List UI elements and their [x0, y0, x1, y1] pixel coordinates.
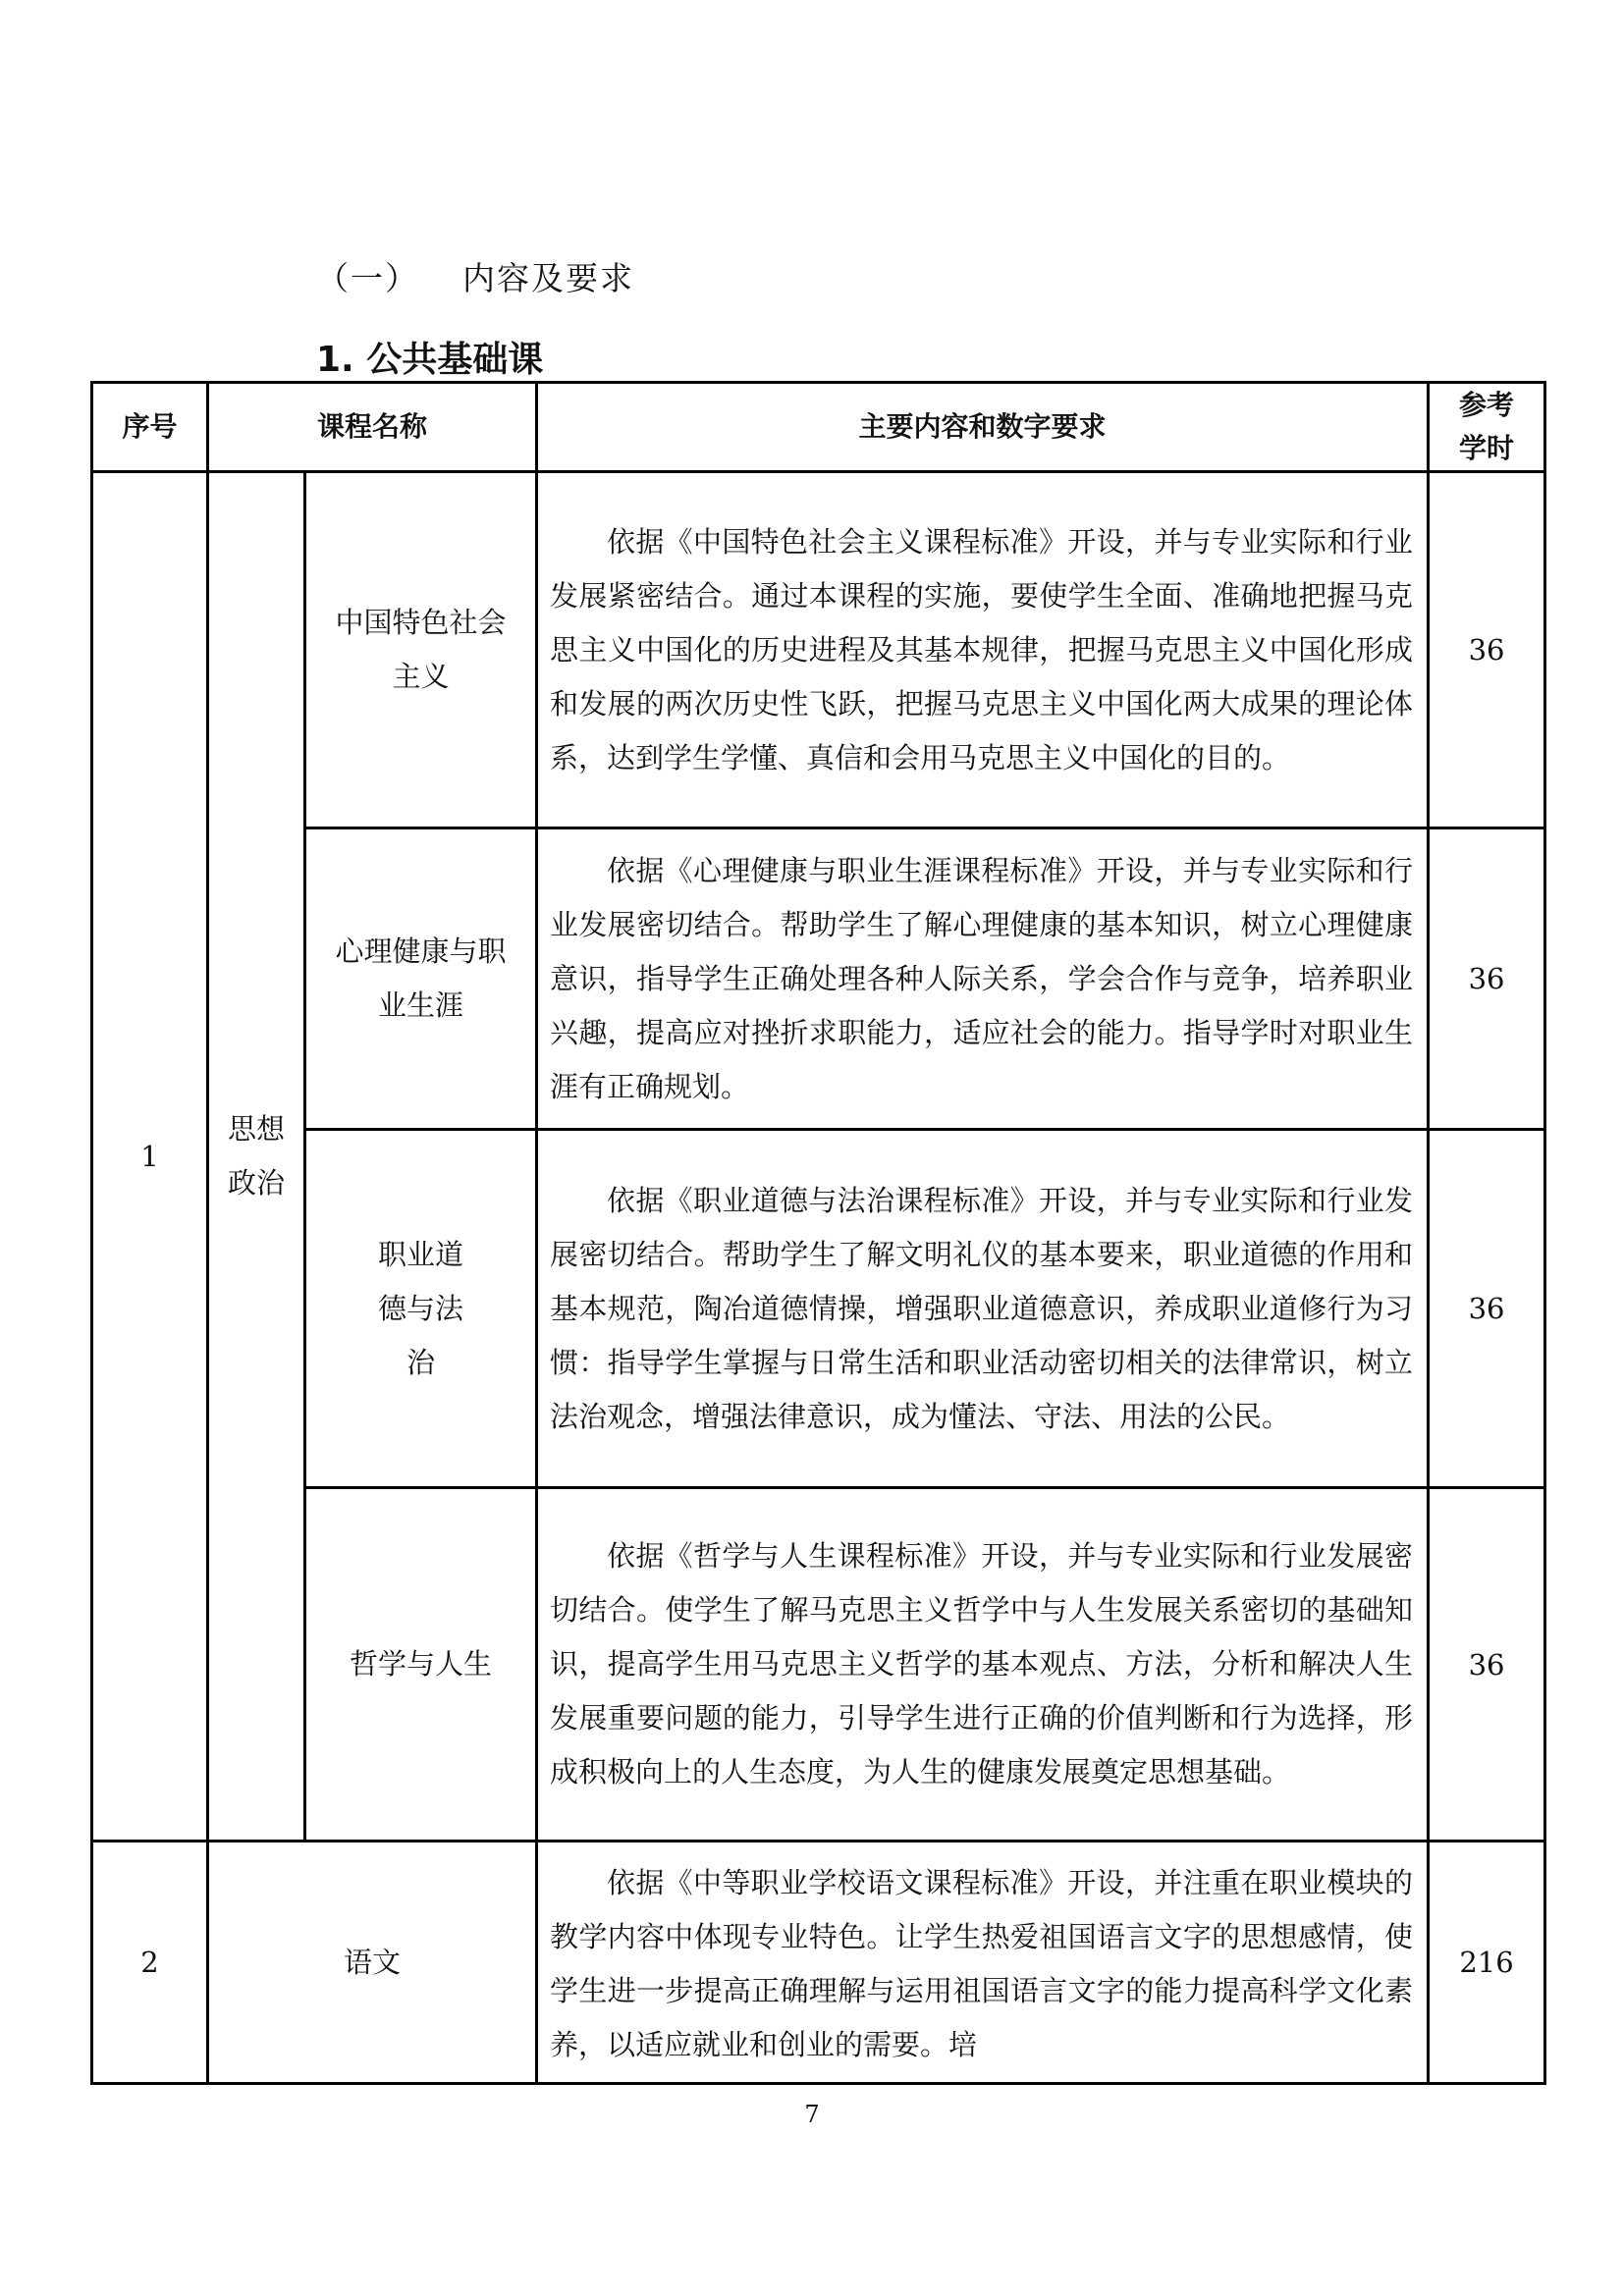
course-hours: 36	[1429, 1130, 1545, 1488]
course-content: 依据《心理健康与职业生涯课程标准》开设，并与专业实际和行业发展密切结合。帮助学生了解心理健康的基本知识，树立心理健康意识，指导学生正确处理各种人际关系，学会合作与竞争，培养职业兴趣，提高应对挫折求职能力，适应社会的能力。指导学时对职业生涯有正确规划。	[537, 828, 1429, 1130]
section-heading-number: （一）	[316, 259, 419, 297]
course-category: 思想政治	[208, 472, 305, 1842]
course-hours: 36	[1429, 828, 1545, 1130]
course-hours: 36	[1429, 1488, 1545, 1842]
table-row	[92, 472, 1545, 828]
course-content: 依据《中等职业学校语文课程标准》开设，并注重在职业模块的教学内容中体现专业特色。让学生热爱祖国语言文字的思想感情，使学生进一步提高正确理解与运用祖国语言文字的能力提高科学文化素养，以适应就业和创业的需要。培	[537, 1842, 1429, 2084]
table-row	[92, 1842, 1545, 2084]
course-hours: 216	[1429, 1842, 1545, 2084]
course-content: 依据《中国特色社会主义课程标准》开设，并与专业实际和行业发展紧密结合。通过本课程的实施，要使学生全面、准确地把握马克思主义中国化的历史进程及其基本规律，把握马克思主义中国化形成和发展的两次历史性飞跃，把握马克思主义中国化两大成果的理论体系，达到学生学懂、真信和会用马克思主义中国化的目的。	[537, 472, 1429, 828]
header-hours: 参考学时	[1429, 383, 1545, 472]
public-basic-courses-table	[90, 381, 1546, 2085]
course-hours: 36	[1429, 472, 1545, 828]
table-header-row	[92, 383, 1545, 472]
course-content: 依据《职业道德与法治课程标准》开设，并与专业实际和行业发展密切结合。帮助学生了解文明礼仪的基本要来，职业道德的作用和基本规范，陶冶道德情操，增强职业道德意识，养成职业道修行为习惯：指导学生掌握与日常生活和职业活动密切相关的法律常识，树立法治观念，增强法律意识，成为懂法、守法、用法的公民。	[537, 1130, 1429, 1488]
course-name: 心理健康与职业生涯	[305, 828, 537, 1130]
subsection-heading: 1. 公共基础课	[316, 340, 544, 380]
table-row	[92, 1130, 1545, 1488]
section-heading-title: 内容及要求	[462, 259, 634, 297]
row-index: 2	[92, 1842, 208, 2084]
page-number: 7	[804, 2101, 820, 2128]
course-name: 职业道德与法治	[305, 1130, 537, 1488]
table-row	[92, 828, 1545, 1130]
course-name: 语文	[208, 1842, 537, 2084]
table-row	[92, 1488, 1545, 1842]
header-index: 序号	[92, 383, 208, 472]
course-name: 哲学与人生	[305, 1488, 537, 1842]
header-course-name: 课程名称	[208, 383, 537, 472]
course-name: 中国特色社会主义	[305, 472, 537, 828]
header-content: 主要内容和数字要求	[537, 383, 1429, 472]
row-index: 1	[92, 472, 208, 1842]
section-heading	[316, 253, 634, 299]
course-content: 依据《哲学与人生课程标准》开设，并与专业实际和行业发展密切结合。使学生了解马克思主义哲学中与人生发展关系密切的基础知识，提高学生用马克思主义哲学的基本观点、方法，分析和解决人生发展重要问题的能力，引导学生进行正确的价值判断和行为选择，形成积极向上的人生态度，为人生的健康发展奠定思想基础。	[537, 1488, 1429, 1842]
